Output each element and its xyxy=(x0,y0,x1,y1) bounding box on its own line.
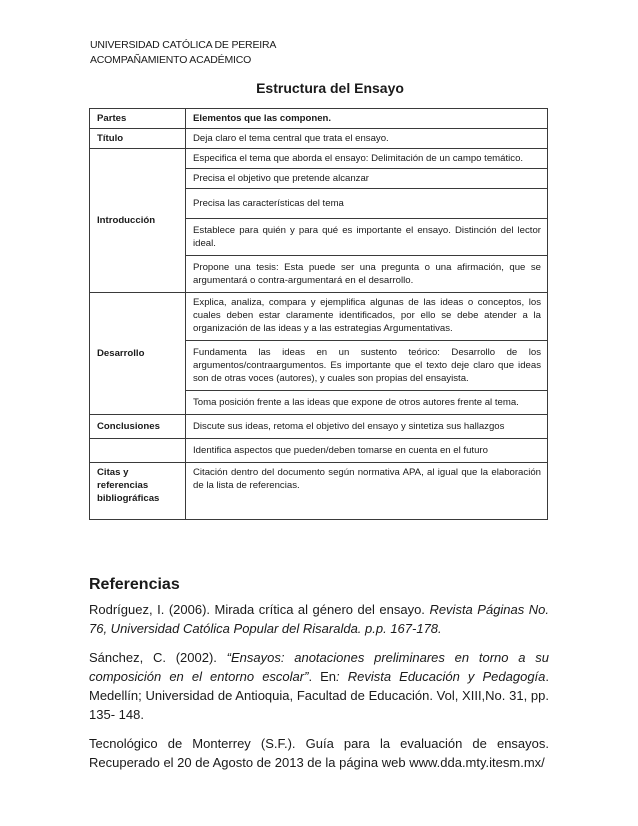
element-cell: Discute sus ideas, retoma el objetivo del ensayo y sintetiza sus hallazgos xyxy=(186,415,548,439)
element-cell: Especifica el tema que aborda el ensayo: Delimitación de un campo temático. xyxy=(186,149,548,169)
element-cell: Precisa el objetivo que pretende alcanzar xyxy=(186,169,548,189)
reference-monterrey: Tecnológico de Monterrey (S.F.). Guía para la evaluación de ensayos. Recuperado el 20 de Agosto de 2013 de la página web www.dda.mty.itesm.mx/ xyxy=(89,736,549,770)
department-name: ACOMPAÑAMIENTO ACADÉMICO xyxy=(90,54,252,66)
part-label-titulo: Título xyxy=(90,129,186,149)
essay-structure-table xyxy=(89,108,548,520)
column-header-parts: Partes xyxy=(90,109,186,129)
element-cell: Explica, analiza, compara y ejemplifica algunas de las ideas o conceptos, los cuales deben estar claramente identificados, por ello se debe atender a la organización de las ideas y a las estrategias Argumentativas. xyxy=(186,293,548,341)
university-name: UNIVERSIDAD CATÓLICA DE PEREIRA xyxy=(90,39,277,51)
reference-source: Revista Páginas No. 76, Universidad Católica Popular del Risaralda. p.p. 167-178. xyxy=(89,602,550,636)
element-cell: Fundamenta las ideas en un sustento teórico: Desarrollo de los argumentos/contraargumentos. Es importante que el texto deje claro que ideas son de otras voces (autores), y cuales son propias del ensayista. xyxy=(186,341,548,391)
reference-rodriguez xyxy=(89,600,549,638)
column-header-elements: Elementos que las componen. xyxy=(186,109,548,129)
table-row-introduccion xyxy=(90,149,548,169)
reference-text: Sánchez, C. (2002). xyxy=(89,650,227,665)
reference-text: . Medellín; Universidad de Antioquia, Facultad de Educación. Vol, XIII,No. 31, pp. 135- 148. xyxy=(89,669,550,722)
page-title xyxy=(0,80,638,96)
element-cell: Citación dentro del documento según normativa APA, al igual que la elaboración de la lista de referencias. xyxy=(186,463,548,520)
element-cell: Precisa las características del tema xyxy=(186,189,548,219)
element-cell: Establece para quién y para qué es importante el ensayo. Distinción del lector ideal. xyxy=(186,219,548,256)
reference-source: : Revista Educación y Pedagogía xyxy=(336,669,546,684)
page-title-text: Estructura del Ensayo xyxy=(256,80,404,96)
document-header xyxy=(90,38,276,68)
table-row-desarrollo xyxy=(90,293,548,341)
part-label-desarrollo: Desarrollo xyxy=(90,293,186,415)
reference-text: Rodríguez, I. (2006). Mirada crítica al género del ensayo. xyxy=(89,602,430,617)
references-heading: Referencias xyxy=(89,576,180,593)
element-cell: Toma posición frente a las ideas que expone de otros autores frente al tema. xyxy=(186,391,548,415)
element-cell: Deja claro el tema central que trata el ensayo. xyxy=(186,129,548,149)
part-label-citas: Citas y referencias bibliográficas xyxy=(90,463,186,520)
reference-title: “Ensayos: anotaciones preliminares en torno a su composición en el entorno escolar” xyxy=(89,650,549,684)
table-row-titulo xyxy=(90,129,548,149)
table-row-citas xyxy=(90,463,548,520)
part-label-conclusiones: Conclusiones xyxy=(90,415,186,439)
reference-sanchez xyxy=(89,648,549,724)
element-cell: Identifica aspectos que pueden/deben tomarse en cuenta en el futuro xyxy=(186,439,548,463)
empty-part-cell xyxy=(90,439,186,463)
part-label-introduccion: Introducción xyxy=(90,149,186,293)
table-row xyxy=(90,439,548,463)
element-cell: Propone una tesis: Esta puede ser una pregunta o una afirmación, que se argumentará o contra-argumentará en el desarrollo. xyxy=(186,256,548,293)
table-row-conclusiones xyxy=(90,415,548,439)
reference-text: . En xyxy=(308,669,337,684)
table-header-row xyxy=(90,109,548,129)
references-section xyxy=(89,576,549,782)
